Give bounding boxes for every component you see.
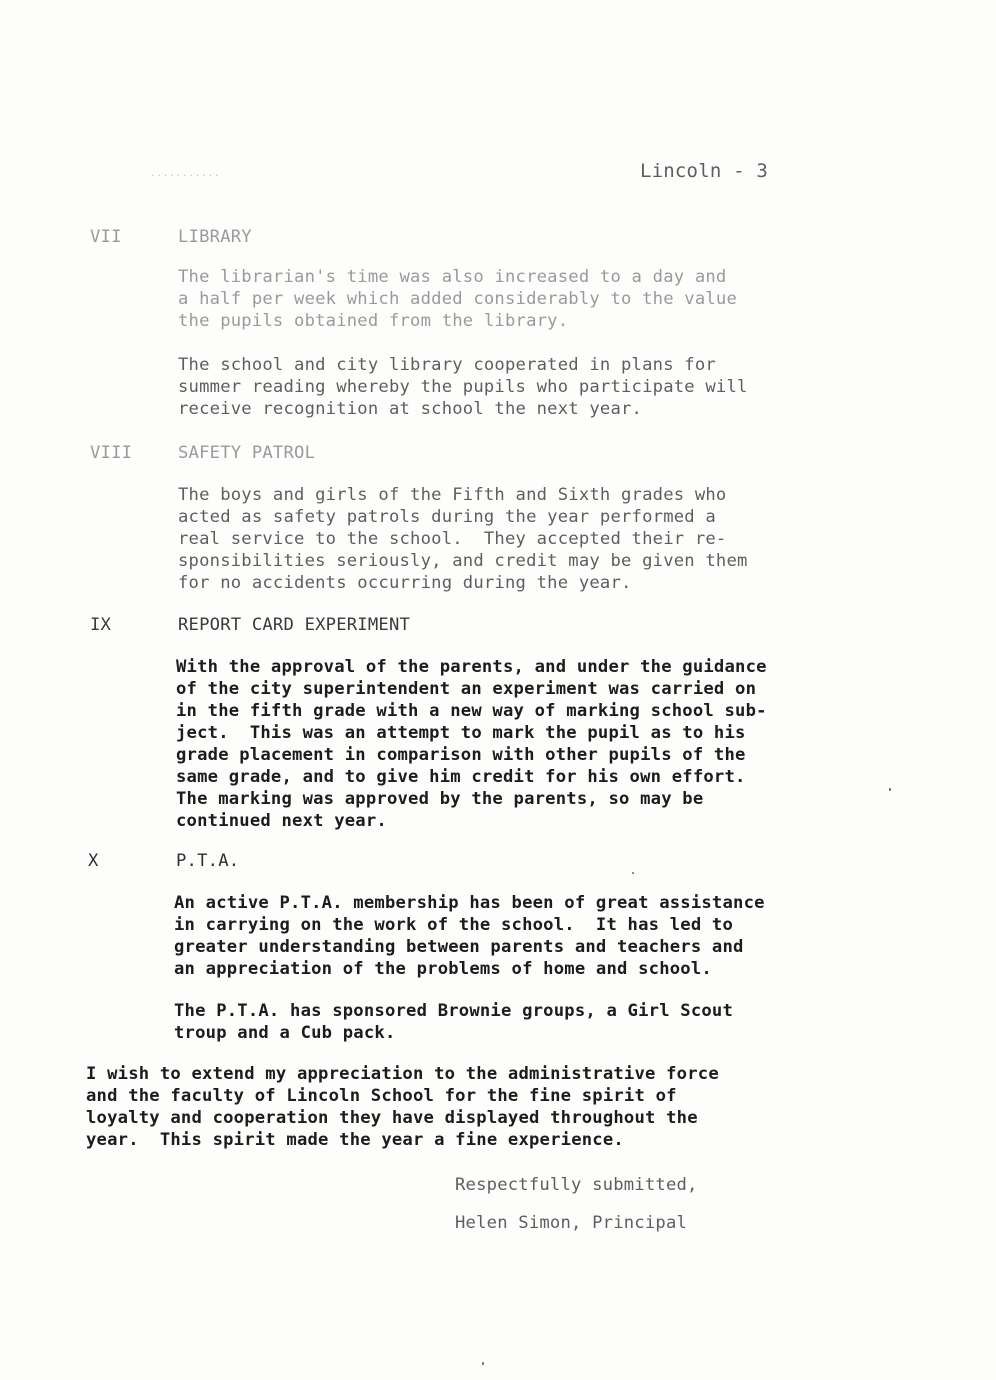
library-paragraph-1-line-3: the pupils obtained from the library. xyxy=(178,311,569,331)
pta-paragraph-1-line-3: greater understanding between parents and teachers and xyxy=(174,937,744,957)
closing-line-1: I wish to extend my appreciation to the administrative force xyxy=(86,1064,719,1084)
report-card-paragraph-line-7: The marking was approved by the parents, so may be xyxy=(176,789,704,809)
section-heading-library: LIBRARY xyxy=(178,227,252,247)
safety-paragraph-line-4: sponsibilities seriously, and credit may be given them xyxy=(178,551,748,571)
page-label: Lincoln - 3 xyxy=(640,160,769,182)
section-numeral-x: X xyxy=(88,851,99,871)
library-paragraph-2-line-3: receive recognition at school the next year. xyxy=(178,399,643,419)
closing-line-3: loyalty and cooperation they have displayed throughout the xyxy=(86,1108,698,1128)
safety-paragraph-line-3: real service to the school. They accepted their re- xyxy=(178,529,727,549)
report-card-paragraph-line-3: in the fifth grade with a new way of marking school sub- xyxy=(176,701,767,721)
pta-paragraph-1-line-4: an appreciation of the problems of home and school. xyxy=(174,959,712,979)
pta-paragraph-1-line-2: in carrying on the work of the school. It has led to xyxy=(174,915,734,935)
faint-mark: ........... xyxy=(150,169,221,179)
section-heading-pta: P.T.A. xyxy=(176,851,240,871)
library-paragraph-1-line-1: The librarian's time was also increased to a day and xyxy=(178,267,727,287)
safety-paragraph-line-5: for no accidents occurring during the year. xyxy=(178,573,632,593)
pta-paragraph-2-line-2: troup and a Cub pack. xyxy=(174,1023,396,1043)
closing-line-2: and the faculty of Lincoln School for the fine spirit of xyxy=(86,1086,677,1106)
signature-name: Helen Simon, Principal xyxy=(455,1213,688,1233)
section-heading-safety-patrol: SAFETY PATROL xyxy=(178,443,316,463)
report-card-paragraph-line-4: ject. This was an attempt to mark the pupil as to his xyxy=(176,723,746,743)
stray-mark xyxy=(632,872,634,874)
signature-salutation: Respectfully submitted, xyxy=(455,1175,698,1195)
stray-mark xyxy=(889,788,891,791)
library-paragraph-1-line-2: a half per week which added considerably to the value xyxy=(178,289,738,309)
stray-mark xyxy=(482,1362,484,1365)
closing-line-4: year. This spirit made the year a fine experience. xyxy=(86,1130,624,1150)
pta-paragraph-1-line-1: An active P.T.A. membership has been of great assistance xyxy=(174,893,765,913)
library-paragraph-2-line-1: The school and city library cooperated in plans for xyxy=(178,355,716,375)
safety-paragraph-line-1: The boys and girls of the Fifth and Sixth grades who xyxy=(178,485,727,505)
safety-paragraph-line-2: acted as safety patrols during the year performed a xyxy=(178,507,716,527)
report-card-paragraph-line-2: of the city superintendent an experiment was carried on xyxy=(176,679,757,699)
report-card-paragraph-line-5: grade placement in comparison with other pupils of the xyxy=(176,745,746,765)
report-card-paragraph-line-1: With the approval of the parents, and under the guidance xyxy=(176,657,767,677)
section-numeral-viii: VIII xyxy=(90,443,133,463)
section-heading-report-card-experiment: REPORT CARD EXPERIMENT xyxy=(178,615,411,635)
library-paragraph-2-line-2: summer reading whereby the pupils who participate will xyxy=(178,377,748,397)
section-numeral-ix: IX xyxy=(90,615,112,635)
report-card-paragraph-line-8: continued next year. xyxy=(176,811,387,831)
report-card-paragraph-line-6: same grade, and to give him credit for his own effort. xyxy=(176,767,746,787)
section-numeral-vii: VII xyxy=(90,227,122,247)
pta-paragraph-2-line-1: The P.T.A. has sponsored Brownie groups, a Girl Scout xyxy=(174,1001,734,1021)
